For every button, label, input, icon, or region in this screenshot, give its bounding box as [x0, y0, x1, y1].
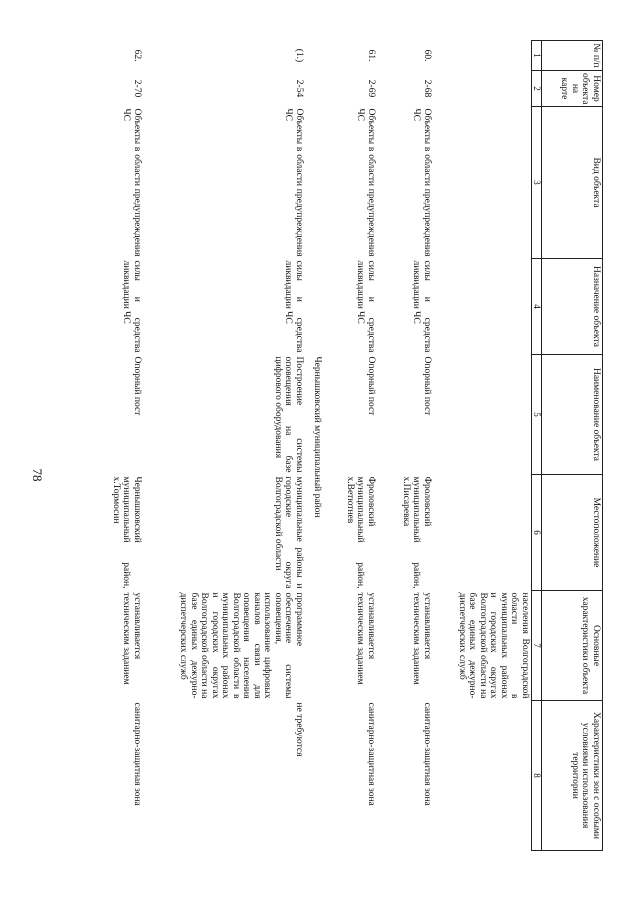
- column-number: 2: [532, 71, 542, 107]
- column-number: 5: [532, 355, 542, 475]
- row-number: (1.): [294, 48, 304, 63]
- table-row: [323, 41, 377, 851]
- row-map-id: 2-68: [422, 79, 432, 98]
- column-number: 1: [532, 41, 542, 71]
- header-purpose: Назначение объекта: [542, 259, 603, 355]
- row-zones: санитарно-защитная зона: [132, 702, 142, 806]
- row-location: муниципальные районы и городские округа Волгоградской области: [273, 476, 304, 589]
- row-map-id: 2-70: [132, 79, 142, 98]
- row-characteristics: устанавливается техническим заданием: [121, 592, 142, 685]
- row-name: Построение системы оповещения на базе цифрового оборудования: [273, 356, 304, 473]
- table-row: [101, 41, 143, 851]
- row-characteristics: устанавливается техническим заданием: [355, 592, 376, 685]
- row-kind: Объекты в области предупреждения ЧС: [411, 108, 432, 257]
- row-purpose: силы и средства ликвидации ЧС: [283, 260, 304, 353]
- row-location: Фроловский муниципальный район, х.Ветютнев: [345, 476, 376, 589]
- continuation-row: [433, 41, 532, 851]
- page-number: 78: [30, 468, 45, 482]
- row-purpose: силы и средства ликвидации ЧС: [411, 260, 432, 353]
- row-zones: не требуются: [294, 702, 304, 757]
- column-number: 7: [532, 591, 542, 701]
- row-purpose: силы и средства ликвидации ЧС: [121, 260, 142, 353]
- header-num: № п/п: [542, 41, 603, 71]
- table-row: [143, 41, 305, 851]
- row-location: Чернышковский муниципальный район, х.Тормосин: [111, 476, 142, 589]
- header-map-id: Номер объекта на карте: [542, 71, 603, 107]
- column-number-row: [532, 41, 542, 851]
- row-zones: санитарно-защитная зона: [366, 702, 376, 806]
- row-location: Фроловский муниципальный район, х.Писаревка: [401, 476, 432, 589]
- row-kind: Объекты в области предупреждения ЧС: [355, 108, 376, 257]
- column-number: 3: [532, 107, 542, 259]
- continuation-text: населения Волгоградской области в муниципальных районах и городских округах Волгоградской области на базе единых дежурно-диспетчерских служб: [457, 592, 530, 699]
- row-number: 62.: [132, 49, 142, 62]
- section-row: [305, 41, 323, 851]
- column-number: 4: [532, 259, 542, 355]
- row-number: 60.: [422, 49, 432, 62]
- column-number: 6: [532, 475, 542, 591]
- row-characteristics: программное обеспечение системы оповещения, использование цифровых каналов связи для оповещения населения Волгоградской области в муниципальных районах и городских округах Волгоградской области на базе единых дежурно-диспетчерских служб: [178, 592, 304, 699]
- objects-table: [101, 40, 603, 851]
- row-purpose: силы и средства ликвидации ЧС: [355, 260, 376, 353]
- table-row: [377, 41, 433, 851]
- row-characteristics: устанавливается техническим заданием: [411, 592, 432, 685]
- row-kind: Объекты в области предупреждения ЧС: [121, 108, 142, 257]
- header-name: Наименование объекта: [542, 355, 603, 475]
- header-zones: Характеристики зон с особыми условиями использования территории: [542, 701, 603, 851]
- row-number: 61.: [366, 49, 376, 62]
- header-characteristics: Основные характеристики объекта: [542, 591, 603, 701]
- row-name: Опорный пост: [132, 356, 142, 416]
- row-map-id: 2-54: [294, 79, 304, 98]
- column-number: 8: [532, 701, 542, 851]
- rotated-table-container: [111, 40, 603, 850]
- header-kind: Вид объекта: [542, 107, 603, 259]
- row-name: Опорный пост: [422, 356, 432, 416]
- header-location: Местоположение: [542, 475, 603, 591]
- row-zones: санитарно-защитная зона: [422, 702, 432, 806]
- row-kind: Объекты в области предупреждения ЧС: [283, 108, 304, 257]
- row-name: Опорный пост: [366, 356, 376, 416]
- row-map-id: 2-69: [366, 79, 376, 98]
- section-title: Чернышковский муниципальный район: [312, 356, 322, 518]
- table-header-row: [542, 41, 603, 851]
